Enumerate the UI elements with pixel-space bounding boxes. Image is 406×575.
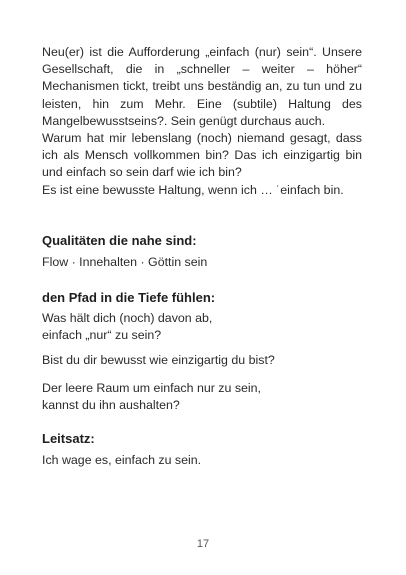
qualities-heading: Qualitäten die nahe sind: <box>42 233 197 248</box>
path-question-3 <box>42 380 372 414</box>
path-question-3-line-2: kannst du ihn aushalten? <box>42 398 180 413</box>
path-heading: den Pfad in die Tiefe fühlen: <box>42 290 216 305</box>
path-question-3-line-1: Der leere Raum um einfach nur zu sein, <box>42 381 262 395</box>
path-question-1 <box>42 310 372 344</box>
path-question-1-line-2: einfach „nur“ zu sein? <box>42 328 162 343</box>
intro-text <box>42 44 362 199</box>
intro-paragraph-3: Es ist eine bewusste Haltung, wenn ich … ˙einfach bin. <box>42 182 344 197</box>
motto-heading: Leitsatz: <box>42 431 95 446</box>
path-question-1-line-1: Was hält dich (noch) davon ab, <box>42 311 213 325</box>
intro-paragraph-1: Neu(er) ist die Aufforderung „einfach (nur) sein“. Unsere Gesellschaft, die in „schneller – weiter – höher“ Mechanismen tickt, treibt uns beständig an, zu tun und zu leisten, hin zum Mehr. Eine (subtile) Haltung des Mangelbewusstseins?. Sein genügt durchaus auch. <box>42 45 362 128</box>
motto-text: Ich wage es, einfach zu sein. <box>42 453 202 467</box>
page-number: 17 <box>196 538 210 550</box>
intro-paragraph-2: Warum hat mir lebenslang (noch) niemand gesagt, dass ich als Mensch vollkommen bin? Das ich einzigartig bin und einfach so sein darf wie ich bin? <box>42 131 362 180</box>
qualities-text: Flow · Innehalten · Göttin sein <box>42 255 208 269</box>
path-question-2: Bist du dir bewusst wie einzigartig du bist? <box>42 353 275 367</box>
